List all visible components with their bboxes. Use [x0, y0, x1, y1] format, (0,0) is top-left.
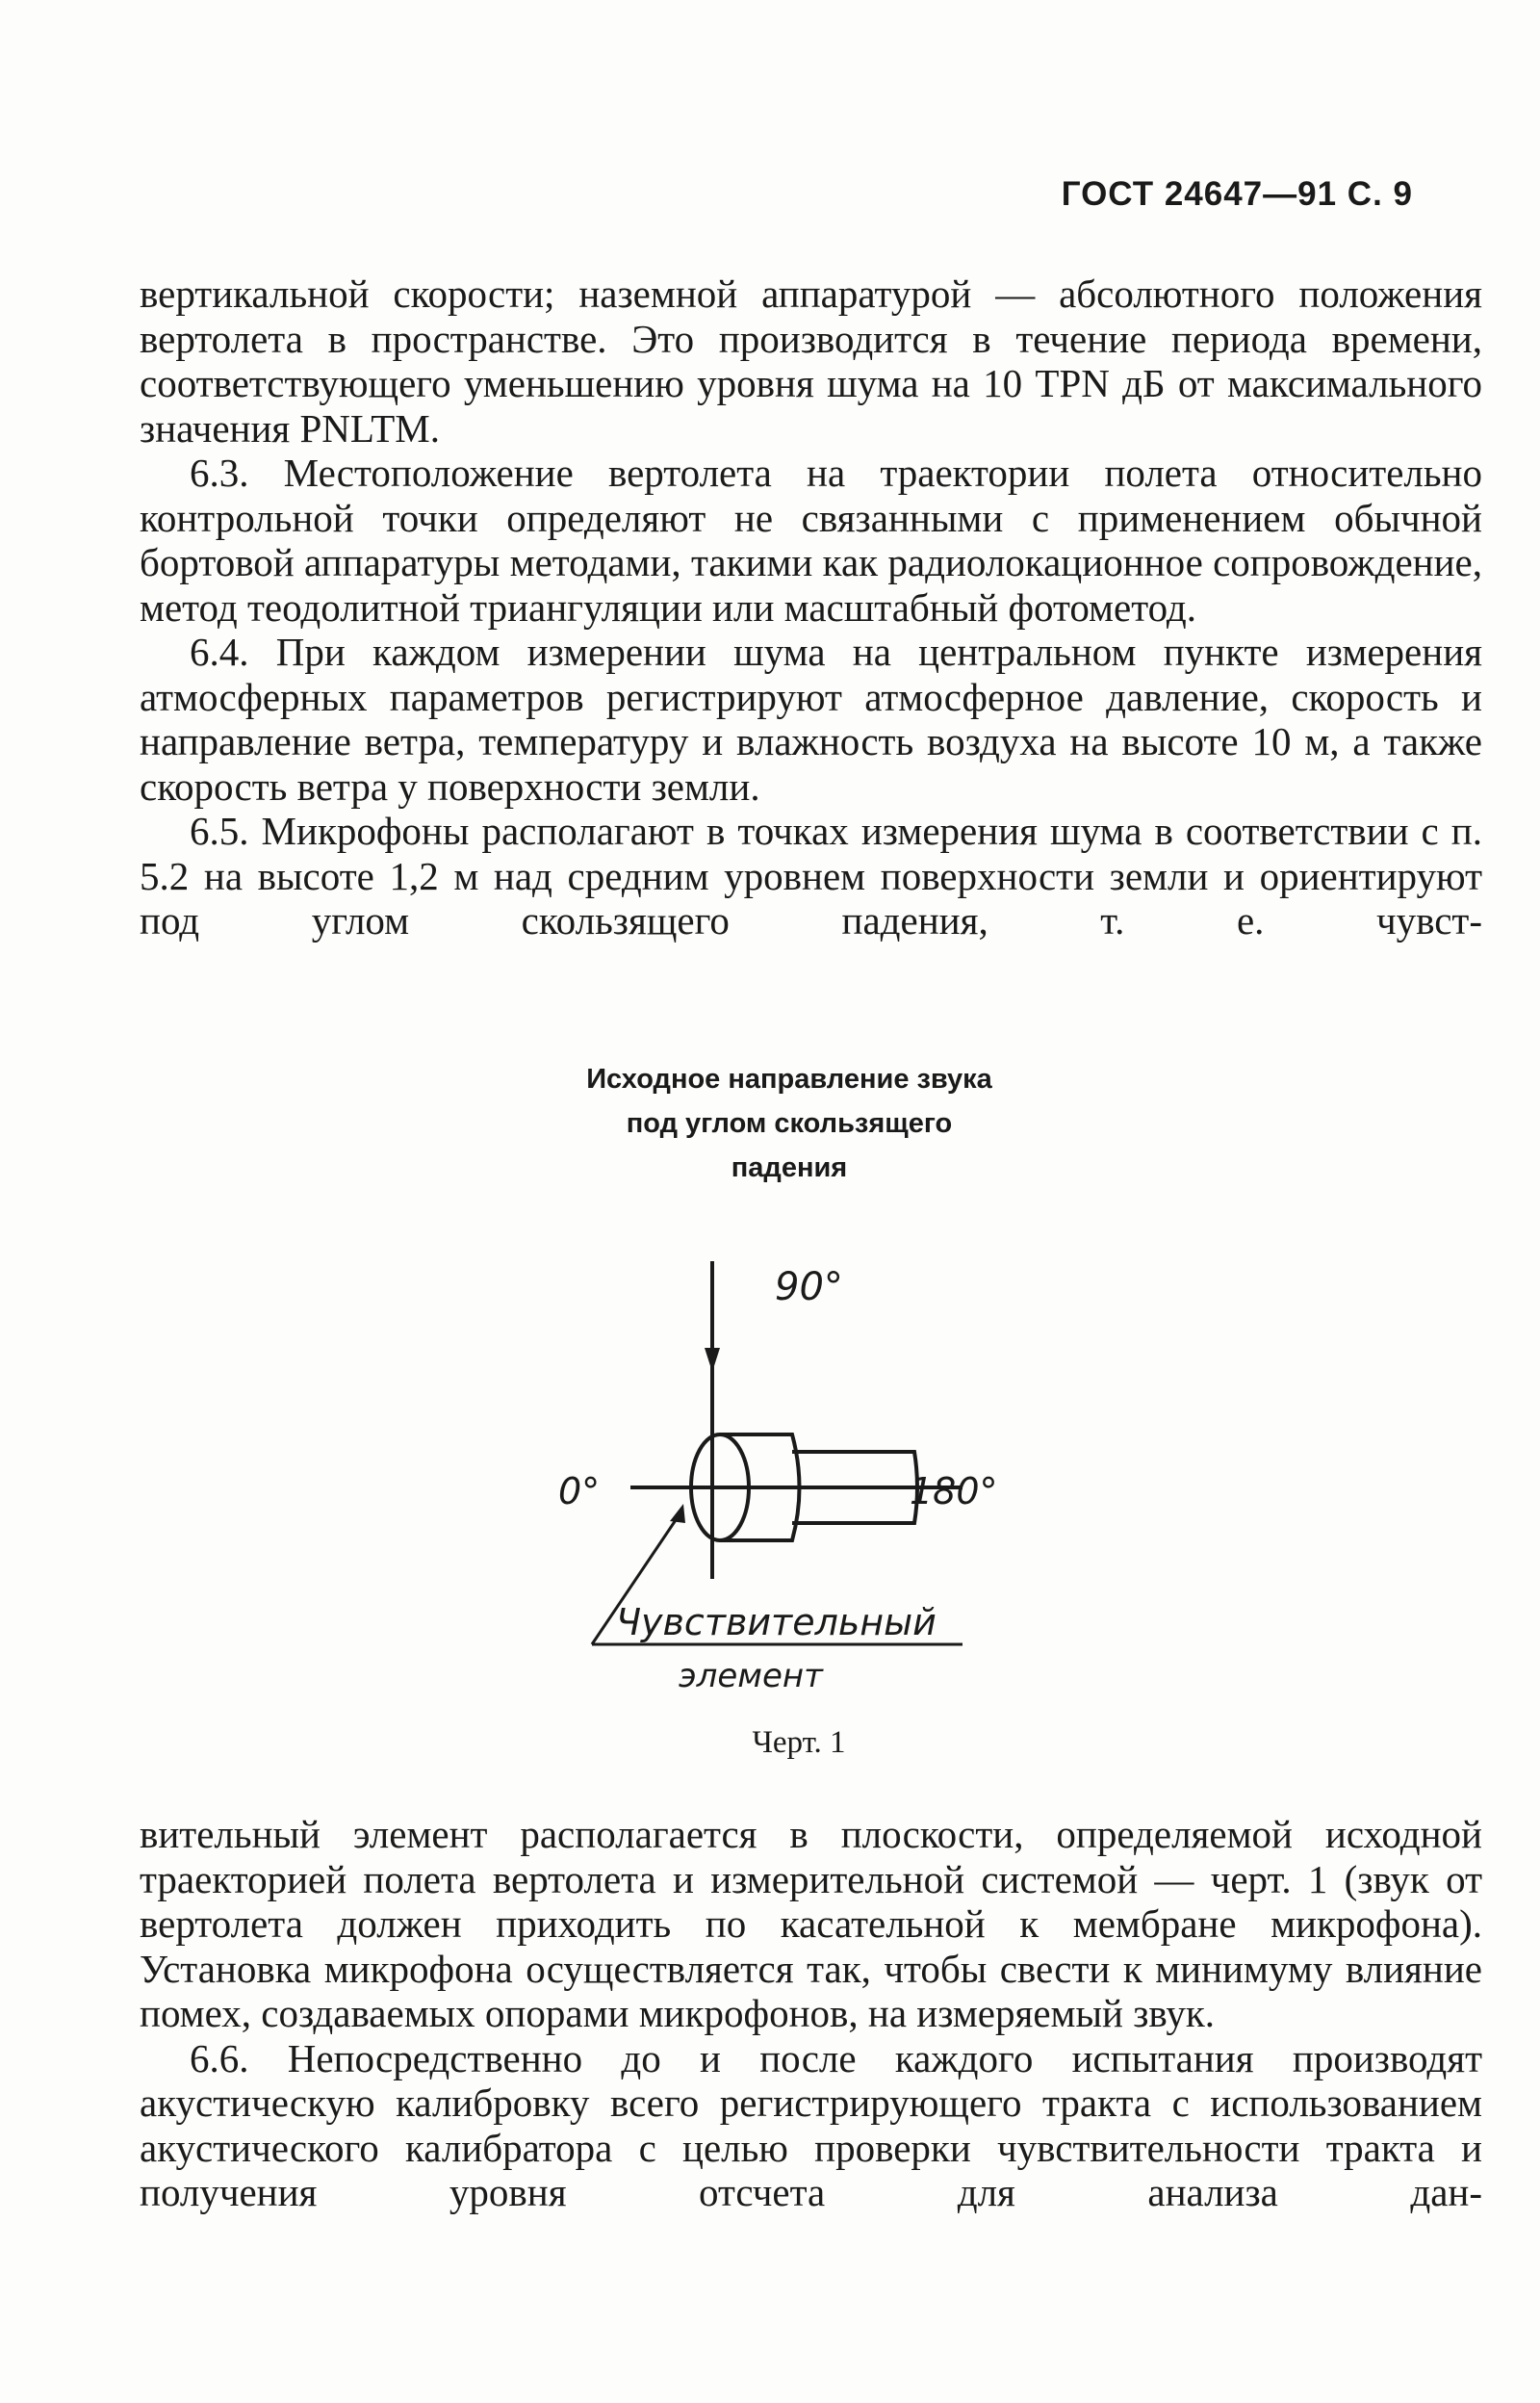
text-block-top	[140, 271, 1482, 943]
pointer-arrow-icon	[670, 1504, 685, 1523]
label-0: 0°	[558, 1470, 601, 1512]
paragraph-6-3: 6.3. Местоположение вертолета на траектории полета относительно контрольной точки определяют не связанными с применением обычной бортовой аппаратуры методами, такими как радиолокационное сопровождение, метод теодолитной триангуляции или масштабный фотометод.	[140, 451, 1482, 630]
label-180: 180°	[910, 1470, 998, 1512]
paragraph: вительный элемент располагается в плоскости, определяемой исходной траекторией полета вертолета и измерительной системой — черт. 1 (звук от вертолета должен приходить по касательной к мембране микрофона). Установка микрофона осуществляется так, чтобы свести к минимуму влияние помех, создаваемых опорами микрофонов, на измеряемый звук.	[140, 1812, 1482, 2035]
label-element: элемент	[679, 1657, 823, 1695]
figure-caption	[539, 1057, 1040, 1190]
text-block-bottom	[140, 1812, 1482, 2215]
label-sensitive: Чувствительный	[616, 1601, 937, 1643]
microphone-orientation-diagram	[539, 1242, 1001, 1704]
paragraph: вертикальной скорости; наземной аппаратурой — абсолютного положения вертолета в пространстве. Это производится в течение периода времени, соответствующего уменьшению уровня шума на 10 TPN дБ от максимального значения PNLTM.	[140, 271, 1482, 451]
label-90: 90°	[775, 1265, 843, 1309]
arrow-down-icon	[705, 1348, 720, 1372]
caption-line: Исходное направление звука	[586, 1064, 992, 1095]
caption-line: падения	[731, 1152, 848, 1183]
figure-label: Черт. 1	[752, 1725, 846, 1760]
caption-line: под углом скользящего	[626, 1108, 953, 1139]
paragraph-6-5: 6.5. Микрофоны располагают в точках измерения шума в соответствии с п. 5.2 на высоте 1,2 м над средним уровнем поверхности земли и ориентируют под углом скользящего падения, т. е. чувст-	[140, 809, 1482, 943]
paragraph-6-4: 6.4. При каждом измерении шума на центральном пункте измерения атмосферных параметров регистрируют атмосферное давление, скорость и направление ветра, температуру и влажность воздуха на высоте 10 м, а также скорость ветра у поверхности земли.	[140, 630, 1482, 809]
paragraph-6-6: 6.6. Непосредственно до и после каждого испытания производят акустическую калибровку всего регистрирующего тракта с использованием акустического калибратора с целью проверки чувствительности тракта и получения уровня отсчета для анализа дан-	[140, 2035, 1482, 2214]
page-header: ГОСТ 24647—91 С. 9	[1061, 175, 1413, 213]
